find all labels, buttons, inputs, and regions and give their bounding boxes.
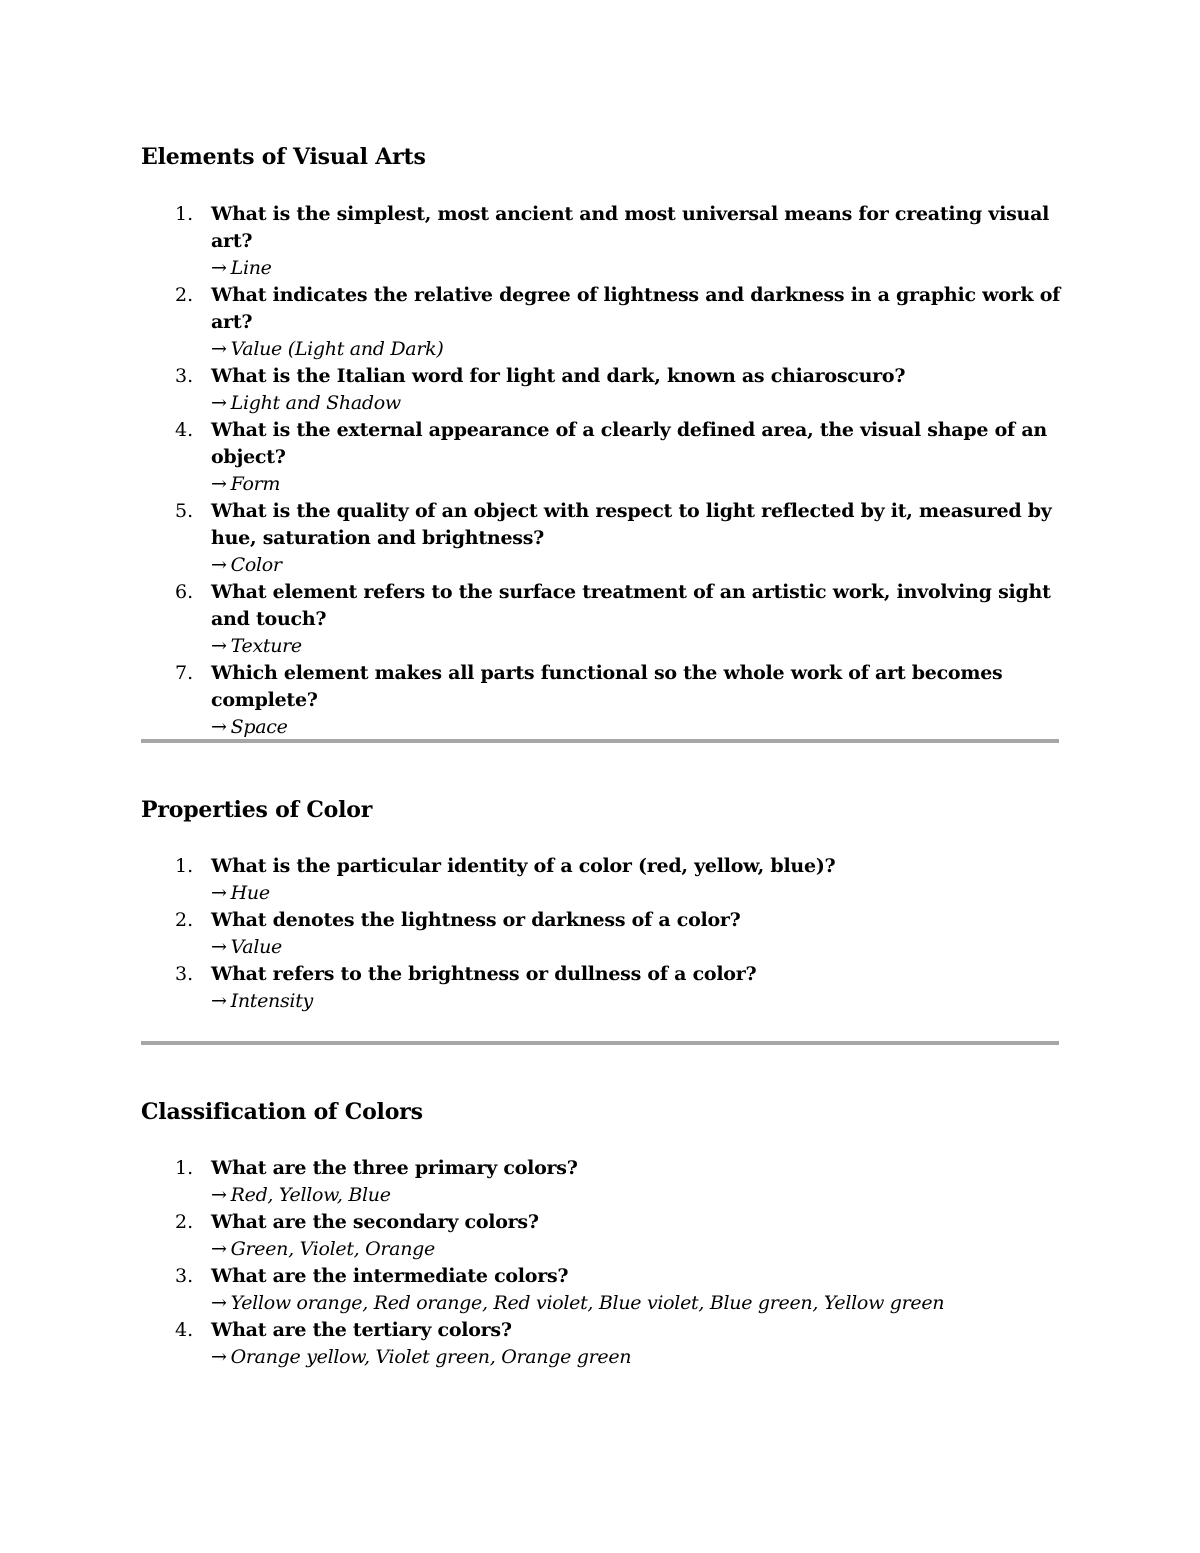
- list-item: [141, 961, 1061, 1015]
- answer-line: [211, 471, 1061, 498]
- item-number: 1.: [175, 1157, 194, 1179]
- section-divider: [141, 1041, 1059, 1045]
- answer-text: Red, Yellow, Blue: [230, 1184, 391, 1206]
- section-properties-of-color: [141, 796, 1061, 1015]
- question-text: What is the quality of an object with respect to light reflected by it, measured by hue, saturation and brightness?: [211, 500, 1052, 549]
- question-text: What refers to the brightness or dullness of a color?: [211, 963, 757, 985]
- question-text: What are the tertiary colors?: [211, 1319, 512, 1341]
- arrow-icon: →: [211, 1292, 227, 1314]
- answer-text: Space: [230, 716, 288, 738]
- question-list: [141, 853, 1061, 1015]
- answer-text: Intensity: [230, 990, 313, 1012]
- arrow-icon: →: [211, 257, 227, 279]
- list-item: [141, 660, 1061, 741]
- arrow-icon: →: [211, 1184, 227, 1206]
- answer-text: Texture: [230, 635, 302, 657]
- answer-line: [211, 633, 1061, 660]
- answer-line: [211, 336, 1061, 363]
- section-title: Classification of Colors: [141, 1099, 423, 1125]
- answer-text: Orange yellow, Violet green, Orange green: [230, 1346, 632, 1368]
- answer-line: [211, 255, 1061, 282]
- answer-text: Color: [230, 554, 282, 576]
- item-number: 3.: [175, 1265, 194, 1287]
- arrow-icon: →: [211, 473, 227, 495]
- answer-line: [211, 390, 1061, 417]
- question-text: What is the external appearance of a clearly defined area, the visual shape of an object?: [211, 419, 1047, 468]
- list-item: [141, 853, 1061, 907]
- section-classification-of-colors: [141, 1098, 1061, 1371]
- item-number: 7.: [175, 662, 194, 684]
- section-elements-of-visual-arts: [141, 143, 1061, 741]
- list-item: [141, 1317, 1061, 1371]
- answer-line: [211, 880, 1061, 907]
- section-title: Elements of Visual Arts: [141, 144, 426, 170]
- arrow-icon: →: [211, 1238, 227, 1260]
- question-text: What are the three primary colors?: [211, 1157, 578, 1179]
- question-text: What are the intermediate colors?: [211, 1265, 569, 1287]
- question-text: What is the particular identity of a color (red, yellow, blue)?: [211, 855, 836, 877]
- arrow-icon: →: [211, 1346, 227, 1368]
- item-number: 2.: [175, 284, 194, 306]
- item-number: 2.: [175, 909, 194, 931]
- item-number: 4.: [175, 419, 194, 441]
- item-number: 3.: [175, 365, 194, 387]
- answer-text: Yellow orange, Red orange, Red violet, Blue violet, Blue green, Yellow green: [230, 1292, 945, 1314]
- list-item: [141, 498, 1061, 579]
- item-number: 2.: [175, 1211, 194, 1233]
- answer-line: [211, 714, 1061, 741]
- answer-line: [211, 1236, 1061, 1263]
- item-number: 5.: [175, 500, 194, 522]
- list-item: [141, 282, 1061, 363]
- arrow-icon: →: [211, 635, 227, 657]
- list-item: [141, 363, 1061, 417]
- list-item: [141, 907, 1061, 961]
- question-text: Which element makes all parts functional so the whole work of art becomes complete?: [211, 662, 1003, 711]
- arrow-icon: →: [211, 338, 227, 360]
- answer-text: Form: [230, 473, 281, 495]
- answer-text: Value (Light and Dark): [230, 338, 444, 360]
- arrow-icon: →: [211, 554, 227, 576]
- section-title: Properties of Color: [141, 797, 373, 823]
- answer-text: Green, Violet, Orange: [230, 1238, 435, 1260]
- answer-line: [211, 1344, 1061, 1371]
- arrow-icon: →: [211, 882, 227, 904]
- item-number: 3.: [175, 963, 194, 985]
- answer-line: [211, 1182, 1061, 1209]
- arrow-icon: →: [211, 990, 227, 1012]
- section-divider: [141, 739, 1059, 743]
- question-text: What is the simplest, most ancient and most universal means for creating visual art?: [211, 203, 1050, 252]
- list-item: [141, 1209, 1061, 1263]
- item-number: 1.: [175, 203, 194, 225]
- question-list: [141, 201, 1061, 741]
- answer-text: Value: [230, 936, 282, 958]
- list-item: [141, 201, 1061, 282]
- item-number: 6.: [175, 581, 194, 603]
- arrow-icon: →: [211, 936, 227, 958]
- arrow-icon: →: [211, 392, 227, 414]
- answer-line: [211, 934, 1061, 961]
- answer-line: [211, 988, 1061, 1015]
- question-text: What denotes the lightness or darkness of a color?: [211, 909, 741, 931]
- question-text: What are the secondary colors?: [211, 1211, 539, 1233]
- question-text: What element refers to the surface treatment of an artistic work, involving sight and touch?: [211, 581, 1051, 630]
- question-text: What is the Italian word for light and dark, known as chiaroscuro?: [211, 365, 906, 387]
- arrow-icon: →: [211, 716, 227, 738]
- item-number: 4.: [175, 1319, 194, 1341]
- list-item: [141, 1263, 1061, 1317]
- list-item: [141, 1155, 1061, 1209]
- answer-text: Hue: [230, 882, 270, 904]
- list-item: [141, 579, 1061, 660]
- question-text: What indicates the relative degree of lightness and darkness in a graphic work of art?: [211, 284, 1061, 333]
- item-number: 1.: [175, 855, 194, 877]
- answer-line: [211, 552, 1061, 579]
- list-item: [141, 417, 1061, 498]
- answer-text: Line: [230, 257, 272, 279]
- question-list: [141, 1155, 1061, 1371]
- answer-text: Light and Shadow: [230, 392, 401, 414]
- answer-line: [211, 1290, 1061, 1317]
